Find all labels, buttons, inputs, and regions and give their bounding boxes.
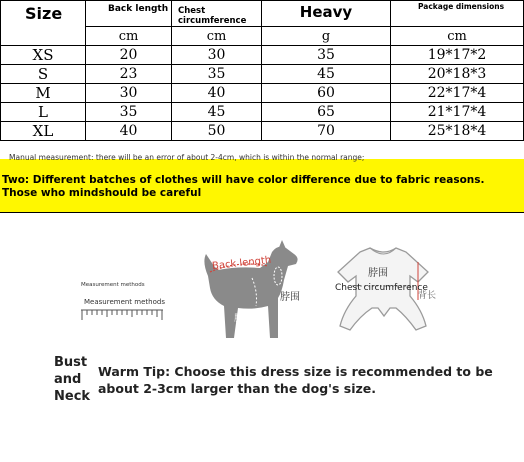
unit-chest: cm bbox=[172, 27, 262, 46]
row-back: 35 bbox=[86, 103, 172, 122]
measurement-caption-small: Measurement methods bbox=[81, 282, 145, 288]
row-size: XL bbox=[1, 122, 86, 141]
careful-note: Those who mindshould be careful bbox=[2, 187, 202, 199]
header-back-length: Back length bbox=[86, 1, 172, 27]
row-size: M bbox=[1, 84, 86, 103]
header-package: Package dimensions bbox=[391, 1, 524, 27]
table-row bbox=[1, 84, 524, 103]
row-package: 25*18*4 bbox=[391, 122, 524, 141]
color-difference-note: Two: Different batches of clothes will have color difference due to fabric reasons. bbox=[2, 174, 485, 186]
shirt-chest-label: Chest circumference bbox=[335, 283, 428, 293]
table-row bbox=[1, 103, 524, 122]
ruler-icon bbox=[79, 306, 165, 324]
row-weight: 60 bbox=[262, 84, 391, 103]
bust-and-neck-label: Bust and Neck bbox=[54, 355, 91, 404]
dog-neck-label: 脖围 bbox=[280, 292, 300, 303]
unit-package: cm bbox=[391, 27, 524, 46]
unit-back: cm bbox=[86, 27, 172, 46]
manual-measurement-note: Manual measurement: there will be an error of about 2-4cm, which is within the normal range; bbox=[9, 153, 365, 162]
row-size: XS bbox=[1, 46, 86, 65]
size-table bbox=[0, 0, 524, 141]
row-chest: 35 bbox=[172, 65, 262, 84]
row-weight: 70 bbox=[262, 122, 391, 141]
measurement-caption: Measurement methods bbox=[84, 298, 165, 306]
dog-back-length-label: Back length bbox=[211, 254, 272, 273]
table-header-row bbox=[1, 1, 524, 27]
unit-blank bbox=[1, 27, 86, 46]
table-unit-row bbox=[1, 27, 524, 46]
row-size: L bbox=[1, 103, 86, 122]
row-chest: 50 bbox=[172, 122, 262, 141]
divider bbox=[0, 212, 524, 213]
row-back: 23 bbox=[86, 65, 172, 84]
row-weight: 35 bbox=[262, 46, 391, 65]
dog-chest-label: 胸围 bbox=[234, 314, 253, 324]
row-package: 22*17*4 bbox=[391, 84, 524, 103]
row-package: 20*18*3 bbox=[391, 65, 524, 84]
row-weight: 65 bbox=[262, 103, 391, 122]
warm-tip-text: Warm Tip: Choose this dress size is recommended to be about 2-3cm larger than the dog's size. bbox=[98, 364, 493, 396]
shirt-back-label: 背长 bbox=[418, 291, 437, 301]
row-back: 40 bbox=[86, 122, 172, 141]
row-chest: 45 bbox=[172, 103, 262, 122]
row-chest: 30 bbox=[172, 46, 262, 65]
row-size: S bbox=[1, 65, 86, 84]
header-chest: Chest circumference bbox=[172, 1, 262, 27]
row-package: 21*17*4 bbox=[391, 103, 524, 122]
row-back: 30 bbox=[86, 84, 172, 103]
row-package: 19*17*2 bbox=[391, 46, 524, 65]
header-heavy: Heavy bbox=[262, 1, 391, 27]
table-row bbox=[1, 65, 524, 84]
table-row bbox=[1, 46, 524, 65]
row-weight: 45 bbox=[262, 65, 391, 84]
header-size: Size bbox=[1, 1, 86, 27]
shirt-neck-label: 脖围 bbox=[368, 268, 388, 279]
row-back: 20 bbox=[86, 46, 172, 65]
unit-weight: g bbox=[262, 27, 391, 46]
row-chest: 40 bbox=[172, 84, 262, 103]
table-row bbox=[1, 122, 524, 141]
